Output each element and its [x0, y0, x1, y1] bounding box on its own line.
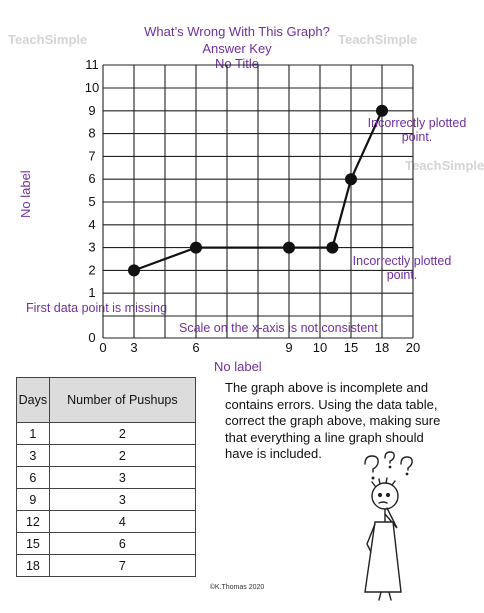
x-tick-label: 6: [192, 340, 200, 355]
x-axis-label: No label: [214, 359, 262, 374]
y-axis-label: No label: [18, 170, 33, 218]
confused-stick-figure-illustration: [345, 452, 425, 602]
watermark-mid-right: TeachSimple: [405, 158, 484, 173]
table-header-pushups: Number of Pushups: [49, 378, 195, 423]
answer-key-label: Answer Key: [202, 41, 272, 56]
table-cell: 1: [17, 423, 50, 445]
annotation-first-point-missing: First data point is missing: [26, 301, 168, 315]
copyright-credit: ©K.Thomas 2020: [209, 584, 265, 591]
y-tick-label: 8: [88, 125, 96, 141]
table-cell: 6: [49, 533, 195, 555]
y-tick-label: 5: [88, 194, 96, 209]
x-tick-label: 10: [312, 340, 328, 355]
x-tick-label: 20: [405, 340, 421, 355]
watermark-top-left: TeachSimple: [8, 32, 88, 47]
table-row: [17, 423, 196, 445]
data-point: [345, 173, 357, 185]
table-cell: 4: [49, 511, 195, 533]
table-cell: 12: [17, 511, 50, 533]
x-tick-label: 18: [374, 340, 390, 355]
table-row: [17, 511, 196, 533]
y-tick-label: 6: [88, 171, 96, 187]
data-point: [128, 264, 140, 276]
y-tick-label: 4: [88, 216, 96, 232]
instructions-text: The graph above is incomplete and contains errors. Using the data table, correct the graph above, making sure that everything a line graph should have is included.: [225, 380, 441, 461]
table-header-days: Days: [17, 378, 50, 423]
data-point: [283, 242, 295, 254]
table-cell: 15: [17, 533, 50, 555]
table-row: [17, 445, 196, 467]
data-table: [16, 377, 196, 577]
table-cell: 7: [49, 555, 195, 577]
no-title-note: No Title: [214, 56, 260, 71]
y-tick-label: 10: [84, 80, 100, 95]
y-tick-label: 1: [88, 285, 96, 301]
x-tick-label: 3: [130, 340, 138, 355]
table-cell: 6: [17, 467, 50, 489]
y-tick-label: 7: [88, 148, 96, 164]
table-row: [17, 489, 196, 511]
y-tick-label: 3: [88, 239, 96, 255]
table-cell: 3: [17, 445, 50, 467]
annotation-incorrect-mid: Incorrectly plotted point.: [352, 254, 452, 282]
annotation-scale-inconsistent: Scale on the x-axis is not consistent: [179, 321, 378, 335]
data-point: [326, 242, 338, 254]
worksheet-title: What’s Wrong With This Graph?: [144, 24, 330, 39]
table-row: [17, 533, 196, 555]
x-tick-labels: [99, 340, 420, 355]
graph-grid: [103, 65, 413, 338]
table-cell: 3: [49, 489, 195, 511]
table-cell: 3: [49, 467, 195, 489]
watermark-top-right: TeachSimple: [338, 32, 418, 47]
x-tick-label: 0: [99, 340, 107, 355]
y-tick-label: 9: [88, 102, 96, 118]
table-cell: 18: [17, 555, 50, 577]
table-cell: 2: [49, 423, 195, 445]
y-tick-label: 11: [85, 57, 99, 73]
table-cell: 9: [17, 489, 50, 511]
annotation-incorrect-top: Incorrectly plotted point.: [367, 116, 467, 144]
y-tick-label: 0: [88, 330, 96, 345]
x-tick-label: 9: [285, 340, 293, 355]
x-tick-label: 15: [343, 340, 359, 355]
table-row: [17, 555, 196, 577]
y-tick-label: 2: [88, 262, 96, 278]
table-row: [17, 467, 196, 489]
data-point: [376, 105, 388, 117]
data-point: [190, 242, 202, 254]
table-cell: 2: [49, 445, 195, 467]
